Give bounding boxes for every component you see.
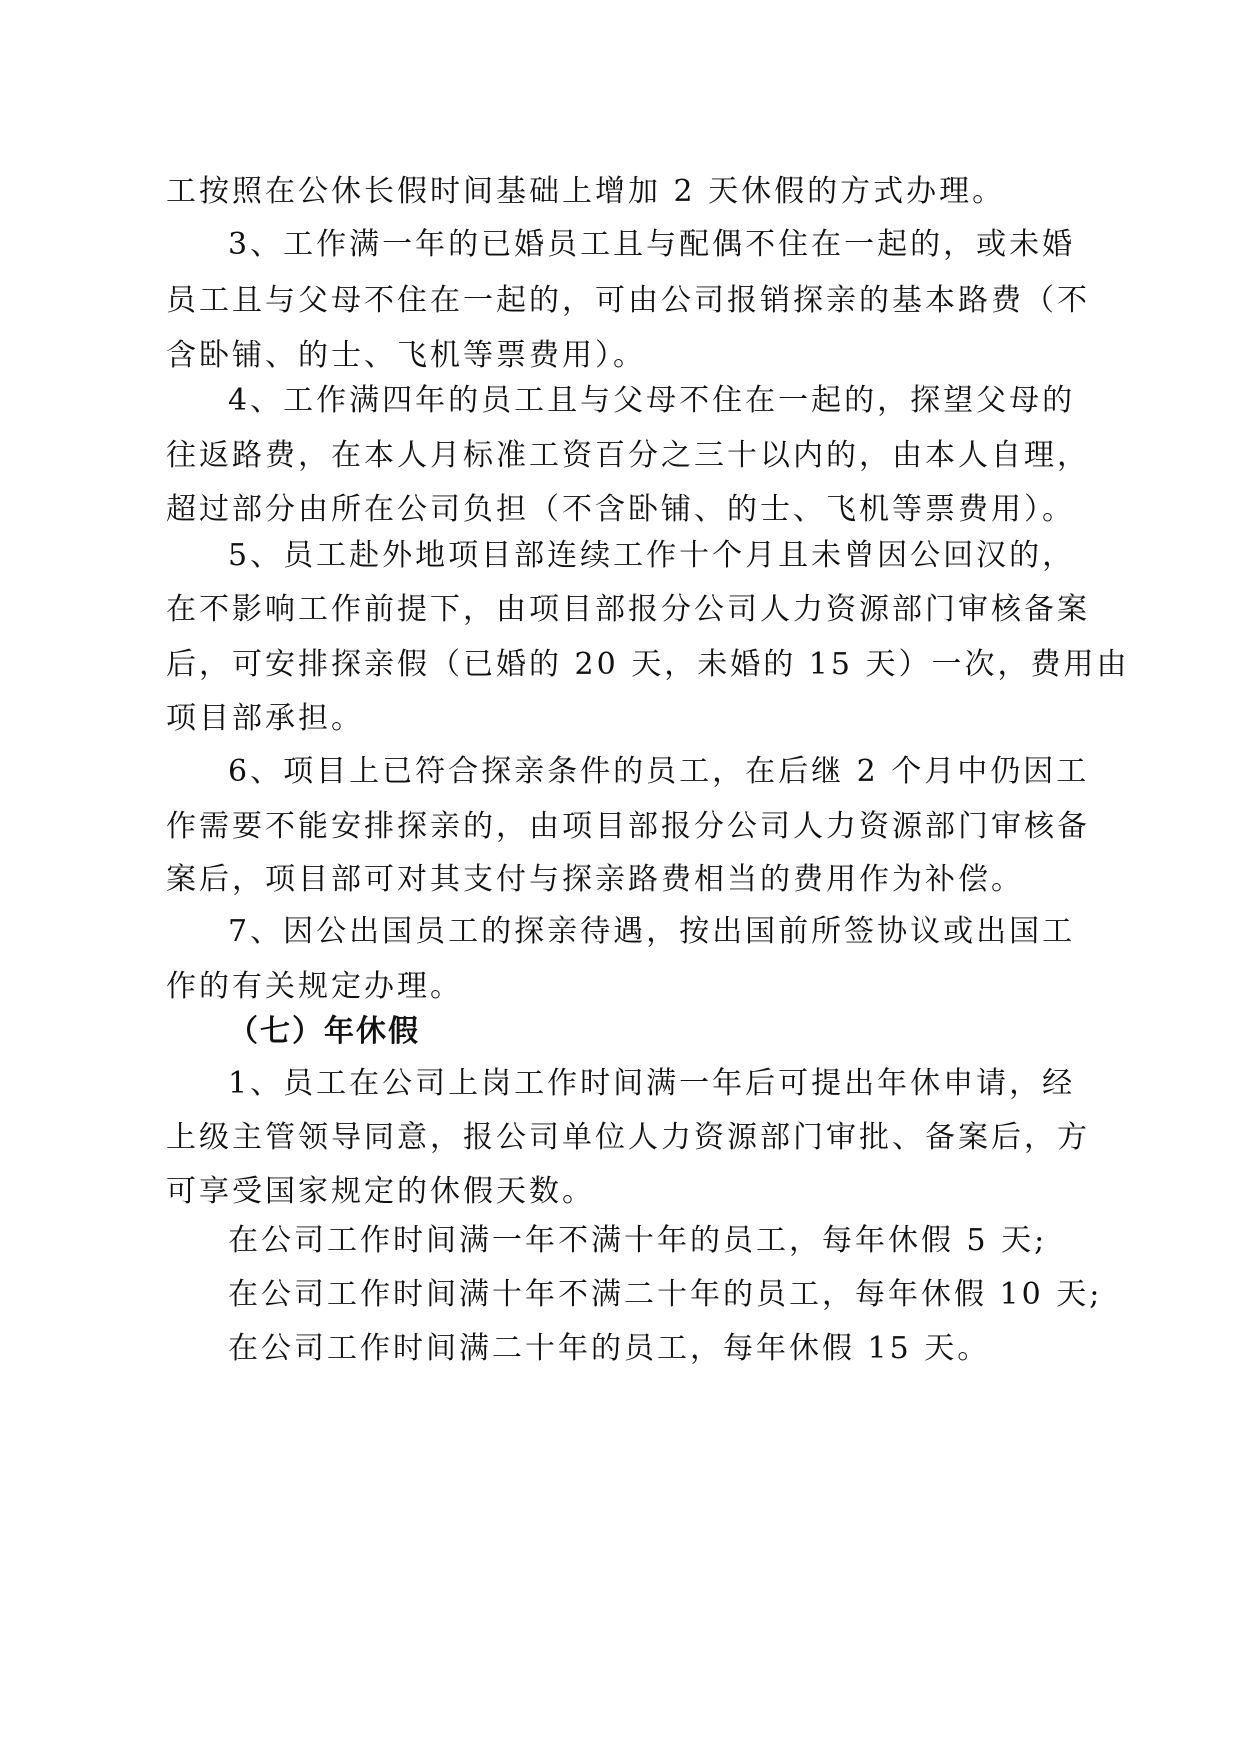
paragraph-line: 后，可安排探亲假（已婚的 20 天，未婚的 15 天）一次，费用由 [166, 647, 1130, 682]
paragraph-line: 上级主管领导同意，报公司单位人力资源部门审批、备案后，方 [166, 1120, 1090, 1155]
paragraph-line: 含卧铺、的士、飞机等票费用）。 [166, 338, 646, 373]
paragraph-line: 在不影响工作前提下，由项目部报分公司人力资源部门审核备案 [166, 592, 1090, 627]
paragraph-line: 可享受国家规定的休假天数。 [166, 1174, 595, 1209]
paragraph-line: 6、项目上已符合探亲条件的员工，在后继 2 个月中仍因工 [228, 754, 1090, 789]
paragraph-line: 4、工作满四年的员工且与父母不住在一起的，探望父母的 [228, 383, 1076, 418]
paragraph-line: 超过部分由所在公司负担（不含卧铺、的士、飞机等票费用）。 [166, 492, 1075, 527]
paragraph-line: 5、员工赴外地项目部连续工作十个月且未曾因公回汉的， [228, 538, 1076, 573]
paragraph-line: 1、员工在公司上岗工作时间满一年后可提出年休申请，经 [228, 1066, 1076, 1101]
paragraph-line: 作的有关规定办理。 [166, 969, 463, 1004]
section-heading: （七）年休假 [228, 1014, 420, 1049]
paragraph-line: 7、因公出国员工的探亲待遇，按出国前所签协议或出国工 [228, 914, 1076, 949]
paragraph-line: 工按照在公休长假时间基础上增加 2 天休假的方式办理。 [166, 174, 1006, 209]
paragraph-line: 在公司工作时间满一年不满十年的员工，每年休假 5 天; [228, 1223, 1048, 1258]
paragraph-line: 项目部承担。 [166, 701, 364, 736]
paragraph-line: 在公司工作时间满二十年的员工，每年休假 15 天。 [228, 1331, 991, 1366]
paragraph-line: 在公司工作时间满十年不满二十年的员工，每年休假 10 天; [228, 1277, 1103, 1312]
paragraph-line: 作需要不能安排探亲的，由项目部报分公司人力资源部门审核备 [166, 809, 1090, 844]
paragraph-line: 员工且与父母不住在一起的，可由公司报销探亲的基本路费（不 [166, 283, 1090, 318]
paragraph-line: 往返路费，在本人月标准工资百分之三十以内的，由本人自理， [166, 438, 1090, 473]
paragraph-line: 案后，项目部可对其支付与探亲路费相当的费用作为补偿。 [166, 862, 1024, 897]
paragraph-line: 3、工作满一年的已婚员工且与配偶不住在一起的，或未婚 [228, 227, 1076, 262]
